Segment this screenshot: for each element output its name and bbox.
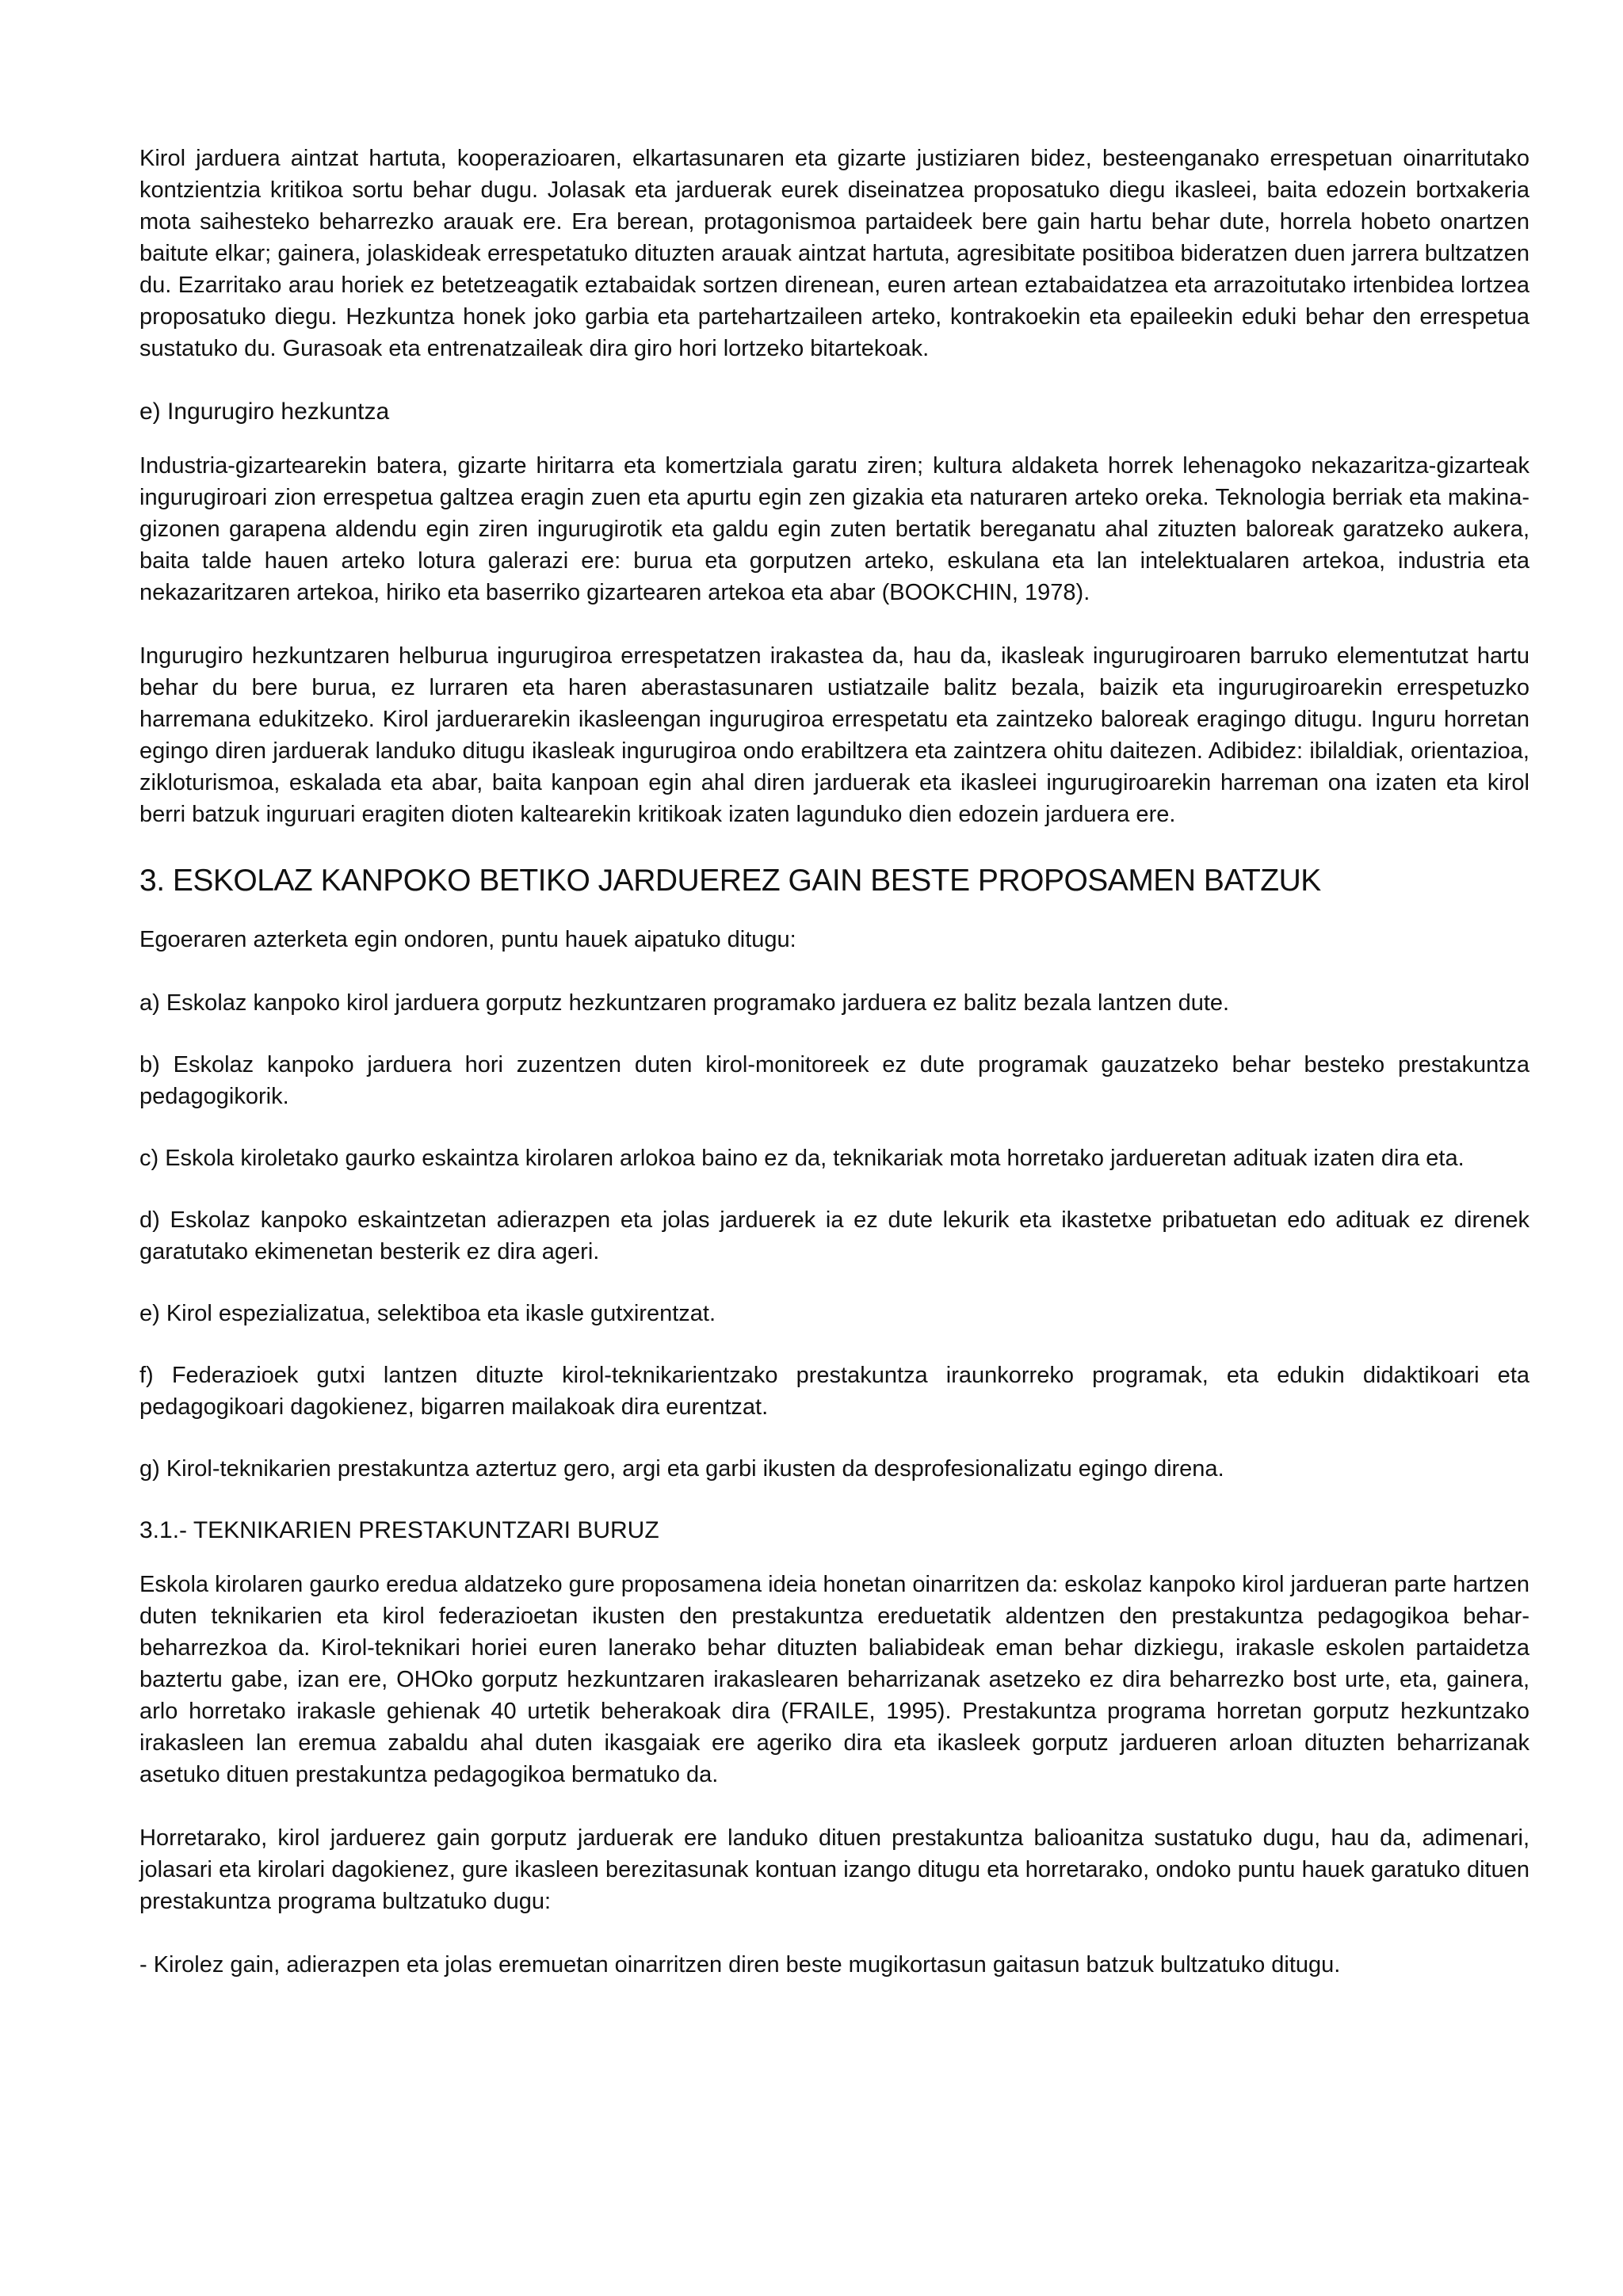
paragraph-industria-gizartea: Industria-gizartearekin batera, gizarte hiritarra eta komertziala garatu ziren; kultura aldaketa horrek lehenagoko nekazaritza-gizarteak ingurugiroari zion errespetua galtzea eragin zuen eta apurtu egin zen gizakia eta naturaren arteko oreka. Teknologia berriak eta makina-gizonen garapena aldendu egin ziren ingurugirotik eta galdu egin zuten bertatik bereganatu ahal zituzten baloreak garatzeko aukera, baita talde hauen arteko lotura galerazi ere: burua eta gorputzen arteko, eskulana eta lan intelektualaren artekoa, industria eta nekazaritzaren artekoa, hiriko eta baserriko gizartearen artekoa eta abar (BOOKCHIN, 1978). — [139, 453, 1529, 605]
list-item-f: f) Federazioek gutxi lantzen dituzte kirol-teknikarientzako prestakuntza iraunkorreko programak, eta edukin didaktikoari eta pedagogikoari dagokienez, bigarren mailakoak dira eurentzat. — [139, 1363, 1529, 1420]
heading-ingurugiro-hezkuntza: e) Ingurugiro hezkuntza — [139, 399, 390, 425]
paragraph-horretarako: Horretarako, kirol jarduerez gain gorputz jarduerak ere landuko dituen prestakuntza balioanitza sustatuko dugu, hau da, adimenari, jolasari eta kirolari dagokienez, gure ikasleen berezitasunak kontuan izango ditugu eta horretarako, ondoko puntu hauek garatuko dituen prestakuntza programa bultzatuko dugu: — [139, 1825, 1529, 1914]
list-item-c: c) Eskola kiroletako gaurko eskaintza kirolaren arlokoa baino ez da, teknikariak mota horretako jardueretan adituak izaten dira eta. — [139, 1146, 1465, 1171]
paragraph-intro: Egoeraren azterketa egin ondoren, puntu hauek aipatuko ditugu: — [139, 927, 796, 952]
document-page — [139, 143, 1529, 2012]
list-item-d: d) Eskolaz kanpoko eskaintzetan adierazpen eta jolas jarduerek ia ez dute lekurik eta ikastetxe pribatuetan edo adituak ez direnek garatutako ekimenetan besterik ez dira ageri. — [139, 1207, 1529, 1264]
paragraph-kirolez-gain: - Kirolez gain, adierazpen eta jolas eremuetan oinarritzen diren beste mugikortasun gaitasun batzuk bultzatuko ditugu. — [139, 1952, 1341, 1978]
section-heading-3: 3. ESKOLAZ KANPOKO BETIKO JARDUEREZ GAIN BESTE PROPOSAMEN BATZUK — [139, 864, 1321, 898]
heading-teknikarien-prestakuntza: 3.1.- TEKNIKARIEN PRESTAKUNTZARI BURUZ — [139, 1517, 659, 1543]
paragraph-eskola-kirola: Eskola kirolaren gaurko eredua aldatzeko gure proposamena ideia honetan oinarritzen da: eskolaz kanpoko kirol jardueran parte hartzen duten teknikarien eta kirol federazioetan ikusten den prestakuntza ereduetatik aldentzen den prestakuntza pedagogikoa behar-beharrezkoa da. Kirol-teknikari horiei euren lanerako behar dituzten baliabideak eman behar dizkiegu, irakasle eskolen partaidetza baztertu gabe, izan ere, OHOko gorputz hezkuntzaren irakaslearen beharrizanak asetzeko ez dira beharrezko bost urte, eta, gainera, arlo horretako irakasle gehienak 40 urtetik beherakoak dira (FRAILE, 1995). Prestakuntza programa horretan gorputz hezkuntzako irakasleen lan eremua zabaldu ahal duten ikasgaiak ere ageriko dira eta ikasleek gorputz jardueren arloan dituzten beharrizanak asetuko dituen prestakuntza pedagogikoa bermatuko da. — [139, 1572, 1529, 1787]
list-item-e: e) Kirol espezializatua, selektiboa eta ikasle gutxirentzat. — [139, 1301, 716, 1326]
paragraph-kirol-jarduera: Kirol jarduera aintzat hartuta, kooperazioaren, elkartasunaren eta gizarte justiziaren bidez, besteenganako errespetuan oinarritutako kontzientzia kritikoa sortu behar dugu. Jolasak eta jarduerak eurek diseinatzea proposatuko diegu ikasleei, baita edozein bortxakeria mota saihesteko beharrezko arauak ere. Era berean, protagonismoa partaideek bere gain hartu behar dute, horrela hobeto onartzen baitute elkar; gainera, jolaskideak errespetatuko dituzten arauak aintzat hartuta, agresibitate positiboa bideratzen duen jarrera bultzatzen du. Ezarritako arau horiek ez betetzeagatik eztabaidak sortzen direnean, euren artean eztabaidatzea eta arrazoitutako irtenbidea lortzea proposatuko diegu. Hezkuntza honek joko garbia eta partehartzaileen arteko, kontrakoekin eta epaileekin eduki behar den errespetua sustatuko du. Gurasoak eta entrenatzaileak dira giro hori lortzeko bitartekoak. — [139, 146, 1529, 361]
list-item-b: b) Eskolaz kanpoko jarduera hori zuzentzen duten kirol-monitoreek ez dute programak gauzatzeko behar besteko prestakuntza pedagogikorik. — [139, 1052, 1529, 1109]
list-item-g: g) Kirol-teknikarien prestakuntza aztertuz gero, argi eta garbi ikusten da desprofesionalizatu egingo direna. — [139, 1456, 1224, 1482]
paragraph-ingurugiro-helburua: Ingurugiro hezkuntzaren helburua ingurugiroa errespetatzen irakastea da, hau da, ikasleak ingurugiroaren barruko elementutzat hartu behar du bere burua, ez lurraren eta haren aberastasunaren ustiatzaile balitz bezala, baizik eta ingurugiroarekin errespetuzko harremana edukitzeko. Kirol jarduerarekin ikasleengan ingurugiroa errespetatu eta zaintzeko baloreak eragingo ditugu. Inguru horretan egingo diren jarduerak landuko ditugu ikasleak ingurugiroa ondo erabiltzera eta zaintzera ohitu daitezen. Adibidez: ibilaldiak, orientazioa, zikloturismoa, eskalada eta abar, baita kanpoan egin ahal diren jarduerak eta ikasleei ingurugiroarekin harreman ona izaten eta kirol berri batzuk inguruari eragiten dioten kaltearekin kritikoak izaten lagunduko dien edozein jarduera ere. — [139, 643, 1529, 827]
list-item-a: a) Eskolaz kanpoko kirol jarduera gorputz hezkuntzaren programako jarduera ez balitz bezala lantzen dute. — [139, 990, 1230, 1016]
